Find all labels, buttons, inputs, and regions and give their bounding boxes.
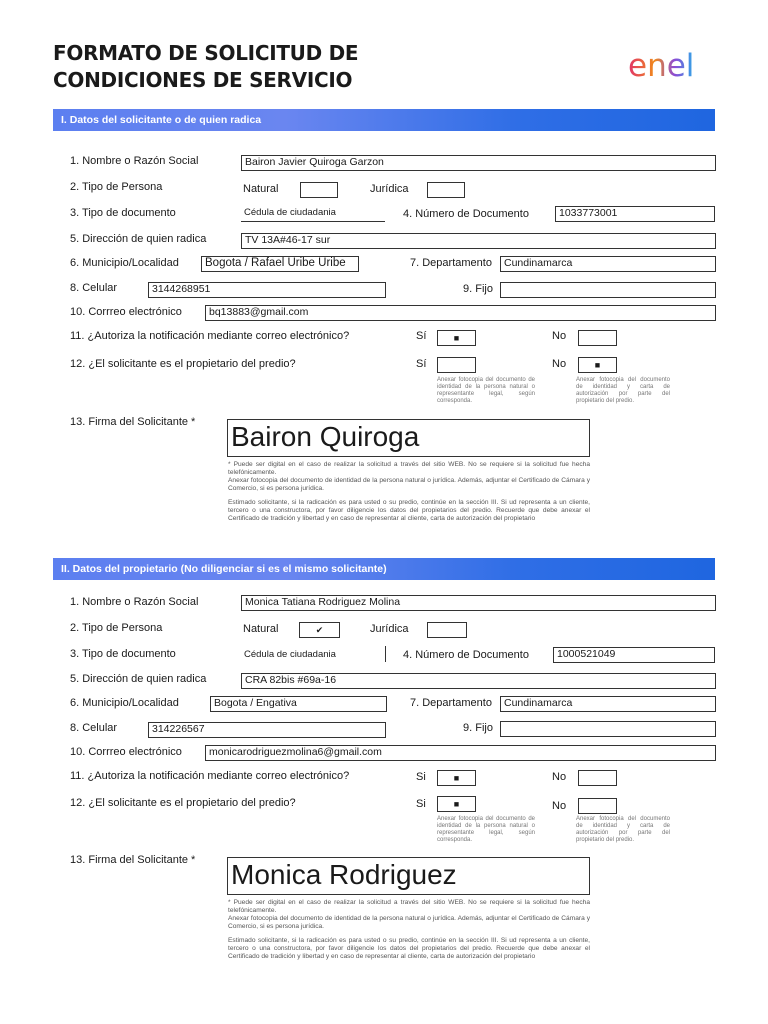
enel-logo (628, 48, 718, 82)
s1-department-label: 7. Departamento (410, 257, 492, 269)
s1-email-label: 10. Corrreo electrónico (70, 306, 182, 318)
s2-signature-note-2: Anexar fotocopia del documento de identidad de la persona natural o jurídica. Además, adjuntar el Certificado de Cámara y Comercio, si es persona jurídica. (228, 915, 590, 930)
s2-natural-label: Natural (243, 623, 279, 635)
s2-municipality-label: 6. Municipio/Localidad (70, 697, 179, 709)
s2-juridica-label: Jurídica (370, 623, 409, 635)
s2-landline-field[interactable] (500, 721, 716, 737)
s1-cell-label: 8. Celular (70, 282, 118, 294)
s2-department-field[interactable]: Cundinamarca (500, 696, 716, 712)
s1-juridica-label: Jurídica (370, 183, 409, 195)
s1-doc-type-field[interactable]: Cédula de ciudadania (241, 207, 385, 222)
s2-signature-note-3: Estimado solicitante, si la radicación es para usted o su predio, continúe en la sección III. Si ud representa a un cliente, tercero o una constructora, por favor diligencie los datos del propietarios del predio. Recuerde que debe anexar el Certificado de tradición y libertad y en caso de representar al cliente, carta de autorización del propietario (228, 937, 590, 960)
s2-authorize-label: 11. ¿Autoriza la notificación mediante correo electrónico? (70, 770, 350, 782)
s2-name-field[interactable]: Monica Tatiana Rodriguez Molina (241, 595, 716, 611)
s2-address-label: 5. Dirección de quien radica (70, 673, 207, 685)
s2-person-type-label: 2. Tipo de Persona (70, 622, 163, 634)
s2-cell-label: 8. Celular (70, 722, 118, 734)
s1-landline-label: 9. Fijo (463, 283, 493, 295)
s1-owner-no-label: No (552, 358, 567, 370)
form-title-line-1: FORMATO DE SOLICITUD DE (53, 41, 359, 65)
s2-email-field[interactable]: monicarodriguezmolina6@gmail.com (205, 745, 716, 761)
s2-doc-number-field[interactable]: 1000521049 (553, 647, 715, 663)
s2-owner-label: 12. ¿El solicitante es el propietario del predio? (70, 797, 296, 809)
s1-department-field[interactable]: Cundinamarca (500, 256, 716, 272)
s2-owner-no-note: Anexar fotocopia del documento de identidad y carta de autorización por parte del propietario del predio. (576, 816, 670, 843)
s2-signature-label: 13. Firma del Solicitante * (70, 854, 196, 866)
s2-juridica-checkbox[interactable] (427, 622, 467, 638)
s2-doc-type-field[interactable]: Cédula de ciudadania (244, 649, 336, 660)
s1-authorize-no-checkbox[interactable] (578, 330, 617, 346)
section-2-heading: II. Datos del propietario (No diligenciar si es el mismo solicitante) (53, 558, 715, 580)
s1-owner-no-note: Anexar fotocopia del documento de identidad y carta de autorización por parte del propietario del predio. (576, 377, 670, 404)
s1-authorize-no-label: No (552, 330, 567, 342)
s1-natural-label: Natural (243, 183, 279, 195)
s1-signature-note-3: Estimado solicitante, si la radicación es para usted o su predio, continúe en la sección III. Si ud representa a un cliente, tercero o una constructora, por favor diligencie los datos del propietarios del predio. Recuerde que debe anexar el Certificado de tradición y libertad y en caso de representar al cliente, carta de autorización del propietario (228, 499, 590, 522)
s2-authorize-yes-label: Si (416, 771, 426, 783)
s1-name-field[interactable]: Bairon Javier Quiroga Garzon (241, 155, 716, 171)
s1-person-type-label: 2. Tipo de Persona (70, 181, 163, 193)
s1-landline-field[interactable] (500, 282, 716, 298)
s2-doc-number-label: 4. Número de Documento (403, 649, 529, 661)
s1-doc-number-label: 4. Número de Documento (403, 208, 529, 220)
s1-address-field[interactable]: TV 13A#46-17 sur (241, 233, 716, 249)
s2-owner-yes-label: Si (416, 798, 426, 810)
s2-doc-type-label: 3. Tipo de documento (70, 648, 176, 660)
s1-municipality-field[interactable]: Bogota / Rafael Uribe Uribe (201, 256, 359, 272)
s2-owner-yes-note: Anexar fotocopia del documento de identidad de la persona natural o representante legal, según corresponda. (437, 816, 535, 843)
s1-owner-yes-checkbox[interactable] (437, 357, 476, 373)
s1-signature-label: 13. Firma del Solicitante * (70, 416, 196, 428)
s2-municipality-field[interactable]: Bogota / Engativa (210, 696, 387, 712)
s2-owner-yes-checkbox[interactable]: ■ (437, 796, 476, 812)
s1-doc-type-label: 3. Tipo de documento (70, 207, 176, 219)
s2-owner-no-checkbox[interactable] (578, 798, 617, 814)
s2-signature-notes (228, 899, 590, 961)
s1-municipality-label: 6. Municipio/Localidad (70, 257, 179, 269)
logo-text: enel (628, 48, 695, 82)
form-title-line-2: CONDICIONES DE SERVICIO (53, 68, 353, 92)
s1-owner-no-checkbox[interactable]: ■ (578, 357, 617, 373)
s2-authorize-no-checkbox[interactable] (578, 770, 617, 786)
s2-authorize-yes-checkbox[interactable]: ■ (437, 770, 476, 786)
s2-signature-field[interactable]: Monica Rodriguez (227, 857, 590, 895)
s1-juridica-checkbox[interactable] (427, 182, 465, 198)
s1-signature-note-1: * Puede ser digital en el caso de realizar la solicitud a través del sitio WEB. No se requiere si la solicitud fue hecha telefónicamente. (228, 461, 590, 476)
s2-name-label: 1. Nombre o Razón Social (70, 596, 199, 608)
s1-owner-yes-label: Sí (416, 358, 427, 370)
s1-signature-notes (228, 461, 590, 523)
s2-owner-no-label: No (552, 800, 567, 812)
s2-natural-checkbox[interactable]: ✔ (299, 622, 340, 638)
s1-signature-note-2: Anexar fotocopia del documento de identidad de la persona natural o jurídica. Además, adjuntar el Certificado de Cámara y Comercio, si es persona jurídica. (228, 477, 590, 492)
s1-cell-field[interactable]: 3144268951 (148, 282, 386, 298)
s1-address-label: 5. Dirección de quien radica (70, 233, 207, 245)
s2-landline-label: 9. Fijo (463, 722, 493, 734)
section-1-heading: I. Datos del solicitante o de quien radica (53, 109, 715, 131)
s1-natural-checkbox[interactable] (300, 182, 338, 198)
s2-address-field[interactable]: CRA 82bis #69a-16 (241, 673, 716, 689)
s1-owner-label: 12. ¿El solicitante es el propietario del predio? (70, 358, 296, 370)
s1-authorize-label: 11. ¿Autoriza la notificación mediante correo electrónico? (70, 330, 350, 342)
s1-owner-yes-note: Anexar fotocopia del documento de identidad de la persona natural o representante legal, según corresponda. (437, 377, 535, 404)
s1-email-field[interactable]: bq13883@gmail.com (205, 305, 716, 321)
s2-authorize-no-label: No (552, 771, 567, 783)
s1-authorize-yes-label: Sí (416, 330, 427, 342)
s1-name-label: 1. Nombre o Razón Social (70, 155, 199, 167)
s2-doc-type-divider (385, 646, 386, 662)
s2-email-label: 10. Corrreo electrónico (70, 746, 182, 758)
s2-cell-field[interactable]: 314226567 (148, 722, 386, 738)
s2-signature-note-1: * Puede ser digital en el caso de realizar la solicitud a través del sitio WEB. No se requiere si la solicitud fue hecha telefónicamente. (228, 899, 590, 914)
s2-department-label: 7. Departamento (410, 697, 492, 709)
form-title (53, 40, 358, 94)
s1-signature-field[interactable]: Bairon Quiroga (227, 419, 590, 457)
s1-authorize-yes-checkbox[interactable]: ■ (437, 330, 476, 346)
s1-doc-number-field[interactable]: 1033773001 (555, 206, 715, 222)
